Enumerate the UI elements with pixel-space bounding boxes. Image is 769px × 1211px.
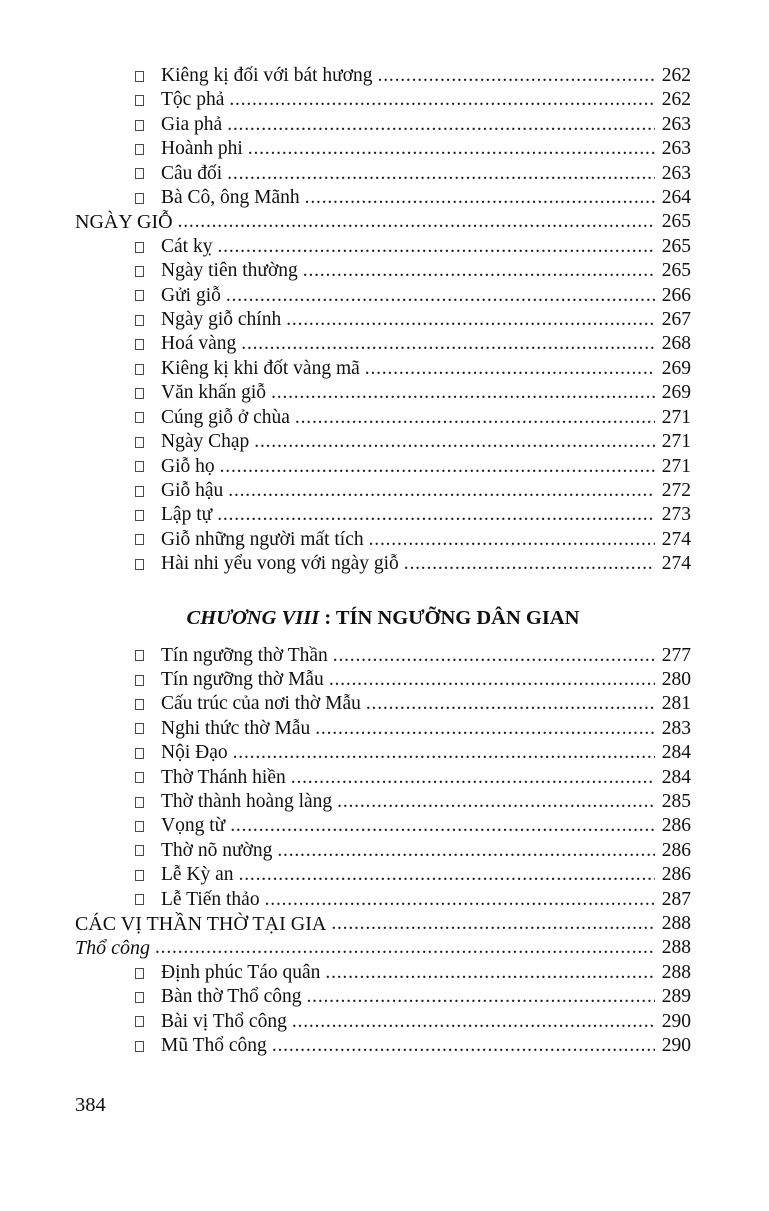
dot-leader xyxy=(291,766,655,790)
footer-page-number: 384 xyxy=(75,1094,106,1117)
toc-item-label: Bà Cô, ông Mãnh xyxy=(161,187,300,209)
toc-page-number: 284 xyxy=(661,742,691,764)
dot-leader xyxy=(217,235,655,259)
toc-item-label: Lễ Kỳ an xyxy=(161,864,234,886)
dot-leader xyxy=(229,88,655,112)
toc-item-row xyxy=(75,332,691,356)
dot-leader xyxy=(369,528,655,552)
dot-leader xyxy=(254,430,655,454)
toc-item-label: Thờ Thánh hiền xyxy=(161,766,286,788)
toc-page-number: 271 xyxy=(661,406,691,428)
toc-page-number: 288 xyxy=(661,913,691,934)
toc-item-row xyxy=(75,863,691,887)
toc-page-number: 271 xyxy=(661,455,691,477)
toc-heading-row xyxy=(75,912,691,936)
toc-item-row xyxy=(75,1010,691,1034)
dot-leader xyxy=(228,479,655,503)
toc-item-label: Nội Đạo xyxy=(161,742,228,764)
toc-page-number: 265 xyxy=(661,235,691,257)
toc-item-label: Bài vị Thổ công xyxy=(161,1010,287,1032)
toc-item-label: Tín ngưỡng thờ Mẫu xyxy=(161,668,324,690)
toc-item-row xyxy=(75,1034,691,1058)
toc-page-number: 268 xyxy=(661,333,691,355)
dot-leader xyxy=(248,137,655,161)
toc-page-number: 267 xyxy=(661,309,691,331)
dot-leader xyxy=(325,961,655,985)
table-of-contents xyxy=(75,64,691,1058)
toc-item-row xyxy=(75,284,691,308)
toc-page-number: 272 xyxy=(661,479,691,501)
chapter-separator: : xyxy=(319,606,336,629)
square-bullet-icon xyxy=(135,650,144,661)
toc-page-number: 285 xyxy=(661,790,691,812)
dot-leader xyxy=(337,790,655,814)
toc-item-row xyxy=(75,692,691,716)
toc-page-number: 277 xyxy=(661,644,691,666)
square-bullet-icon xyxy=(135,968,144,979)
toc-item-label: Tộc phả xyxy=(161,89,225,111)
dot-leader xyxy=(404,552,655,576)
square-bullet-icon xyxy=(135,168,144,179)
square-bullet-icon xyxy=(135,772,144,783)
toc-page-number: 284 xyxy=(661,766,691,788)
toc-item-label: Văn khấn giỗ xyxy=(161,382,267,404)
dot-leader xyxy=(331,912,655,936)
square-bullet-icon xyxy=(135,266,144,277)
dot-leader xyxy=(333,644,655,668)
square-bullet-icon xyxy=(135,992,144,1003)
toc-item-row xyxy=(75,644,691,668)
toc-item-row xyxy=(75,552,691,576)
square-bullet-icon xyxy=(135,510,144,521)
dot-leader xyxy=(271,381,655,405)
toc-item-row xyxy=(75,717,691,741)
toc-page-number: 290 xyxy=(661,1010,691,1032)
dot-leader xyxy=(292,1010,655,1034)
toc-item-row xyxy=(75,668,691,692)
toc-item-row xyxy=(75,985,691,1009)
toc-page-number: 265 xyxy=(661,260,691,282)
toc-heading-row xyxy=(75,210,691,234)
toc-page-number: 290 xyxy=(661,1035,691,1057)
toc-page-number: 273 xyxy=(661,504,691,526)
toc-item-row xyxy=(75,235,691,259)
dot-leader xyxy=(227,162,655,186)
toc-item-row xyxy=(75,186,691,210)
toc-page-number: 281 xyxy=(661,693,691,715)
dot-leader xyxy=(366,692,655,716)
dot-leader xyxy=(286,308,655,332)
toc-item-label: Bàn thờ Thổ công xyxy=(161,986,302,1008)
dot-leader xyxy=(306,985,655,1009)
toc-page-number: 271 xyxy=(661,431,691,453)
square-bullet-icon xyxy=(135,242,144,253)
square-bullet-icon xyxy=(135,1016,144,1027)
toc-item-row xyxy=(75,479,691,503)
square-bullet-icon xyxy=(135,723,144,734)
square-bullet-icon xyxy=(135,290,144,301)
dot-leader xyxy=(233,741,655,765)
dot-leader xyxy=(178,210,655,234)
toc-item-row xyxy=(75,455,691,479)
toc-page-number: 262 xyxy=(661,65,691,86)
toc-item-label: Vọng từ xyxy=(161,815,226,837)
toc-item-row xyxy=(75,766,691,790)
square-bullet-icon xyxy=(135,120,144,131)
toc-item-label: Kiêng kị khi đốt vàng mã xyxy=(161,357,360,379)
toc-item-row xyxy=(75,113,691,137)
toc-heading-label: NGÀY GIỖ xyxy=(75,211,173,234)
toc-page-number: 280 xyxy=(661,668,691,690)
toc-item-label: Ngày tiên thường xyxy=(161,260,298,282)
toc-item-row xyxy=(75,430,691,454)
toc-page-number: 288 xyxy=(661,961,691,983)
toc-item-label: Giỗ họ xyxy=(161,455,215,477)
toc-item-row xyxy=(75,381,691,405)
square-bullet-icon xyxy=(135,486,144,497)
toc-item-label: Lễ Tiến thảo xyxy=(161,888,260,910)
toc-item-label: Kiêng kị đối với bát hương xyxy=(161,65,373,86)
toc-page-number: 289 xyxy=(661,986,691,1008)
dot-leader xyxy=(217,503,655,527)
chapter-title: TÍN NGƯỠNG DÂN GIAN xyxy=(335,606,580,629)
dot-leader xyxy=(220,455,655,479)
toc-item-label: Ngày giỗ chính xyxy=(161,309,282,331)
toc-item-label: Hoành phi xyxy=(161,138,243,160)
square-bullet-icon xyxy=(135,1041,144,1052)
toc-item-label: Hoá vàng xyxy=(161,333,237,355)
toc-page-number: 263 xyxy=(661,138,691,160)
toc-item-label: Nghi thức thờ Mẫu xyxy=(161,717,311,739)
square-bullet-icon xyxy=(135,797,144,808)
dot-leader xyxy=(272,1034,655,1058)
toc-item-label: Hài nhi yểu vong với ngày giỗ xyxy=(161,553,399,575)
dot-leader xyxy=(303,259,655,283)
toc-item-label: Ngày Chạp xyxy=(161,431,250,453)
dot-leader xyxy=(239,863,655,887)
toc-item-row xyxy=(75,814,691,838)
toc-page-number: 269 xyxy=(661,382,691,404)
toc-page-number: 265 xyxy=(661,211,691,233)
square-bullet-icon xyxy=(135,748,144,759)
square-bullet-icon xyxy=(135,437,144,448)
toc-item-label: Mũ Thổ công xyxy=(161,1035,267,1057)
square-bullet-icon xyxy=(135,95,144,106)
square-bullet-icon xyxy=(135,675,144,686)
toc-item-label: Giỗ những người mất tích xyxy=(161,528,364,550)
dot-leader xyxy=(241,332,655,356)
square-bullet-icon xyxy=(135,534,144,545)
square-bullet-icon xyxy=(135,870,144,881)
toc-page-number: 269 xyxy=(661,357,691,379)
toc-item-row xyxy=(75,503,691,527)
toc-item-row xyxy=(75,88,691,112)
toc-item-label: Thờ thành hoàng làng xyxy=(161,790,333,812)
dot-leader xyxy=(295,406,655,430)
toc-item-label: Gửi giỗ xyxy=(161,284,221,306)
square-bullet-icon xyxy=(135,315,144,326)
square-bullet-icon xyxy=(135,144,144,155)
toc-item-row xyxy=(75,961,691,985)
toc-item-row xyxy=(75,259,691,283)
toc-page-number: 264 xyxy=(661,187,691,209)
dot-leader xyxy=(329,668,655,692)
toc-page-number: 286 xyxy=(661,864,691,886)
dot-leader xyxy=(378,64,655,88)
square-bullet-icon xyxy=(135,193,144,204)
toc-page-number: 266 xyxy=(661,284,691,306)
toc-page-number: 263 xyxy=(661,162,691,184)
square-bullet-icon xyxy=(135,821,144,832)
toc-page-number: 286 xyxy=(661,839,691,861)
dot-leader xyxy=(265,888,655,912)
toc-item-label: Cấu trúc của nơi thờ Mẫu xyxy=(161,693,361,715)
toc-page-number: 286 xyxy=(661,815,691,837)
toc-heading-row xyxy=(75,936,691,960)
toc-item-row xyxy=(75,357,691,381)
toc-item-row xyxy=(75,64,691,88)
dot-leader xyxy=(226,284,655,308)
square-bullet-icon xyxy=(135,339,144,350)
toc-page-number: 283 xyxy=(661,717,691,739)
toc-item-row xyxy=(75,790,691,814)
square-bullet-icon xyxy=(135,71,144,82)
toc-item-row xyxy=(75,741,691,765)
square-bullet-icon xyxy=(135,364,144,375)
dot-leader xyxy=(305,186,655,210)
toc-item-row xyxy=(75,528,691,552)
square-bullet-icon xyxy=(135,412,144,423)
toc-item-label: Cát kỵ xyxy=(161,235,213,257)
square-bullet-icon xyxy=(135,699,144,710)
toc-item-label: Câu đối xyxy=(161,162,223,184)
toc-item-row xyxy=(75,406,691,430)
toc-item-row xyxy=(75,308,691,332)
toc-page-number: 274 xyxy=(661,528,691,550)
toc-item-label: Cúng giỗ ở chùa xyxy=(161,406,290,428)
dot-leader xyxy=(365,357,655,381)
toc-item-label: Gia phả xyxy=(161,113,223,135)
toc-page-number: 262 xyxy=(661,89,691,111)
dot-leader xyxy=(277,839,655,863)
dot-leader xyxy=(155,936,655,960)
dot-leader xyxy=(315,717,655,741)
toc-item-row xyxy=(75,888,691,912)
toc-page-number: 287 xyxy=(661,888,691,910)
square-bullet-icon xyxy=(135,559,144,570)
toc-page-number: 288 xyxy=(661,937,691,959)
square-bullet-icon xyxy=(135,461,144,472)
chapter-number: CHƯƠNG VIII xyxy=(186,606,320,629)
dot-leader xyxy=(227,113,655,137)
toc-page-number: 274 xyxy=(661,553,691,575)
toc-heading-label: CÁC VỊ THẦN THỜ TẠI GIA xyxy=(75,913,327,935)
dot-leader xyxy=(230,814,655,838)
toc-item-row xyxy=(75,162,691,186)
toc-heading-label: Thổ công xyxy=(75,937,150,960)
toc-page-number: 263 xyxy=(661,113,691,135)
square-bullet-icon xyxy=(135,388,144,399)
toc-item-row xyxy=(75,839,691,863)
square-bullet-icon xyxy=(135,845,144,856)
toc-item-label: Định phúc Táo quân xyxy=(161,961,321,983)
toc-item-label: Thờ nõ nường xyxy=(161,839,273,861)
chapter-heading xyxy=(75,605,691,631)
toc-item-label: Tín ngưỡng thờ Thần xyxy=(161,644,328,666)
toc-item-label: Lập tự xyxy=(161,504,213,526)
toc-item-row xyxy=(75,137,691,161)
toc-item-label: Giỗ hậu xyxy=(161,479,224,501)
square-bullet-icon xyxy=(135,894,144,905)
